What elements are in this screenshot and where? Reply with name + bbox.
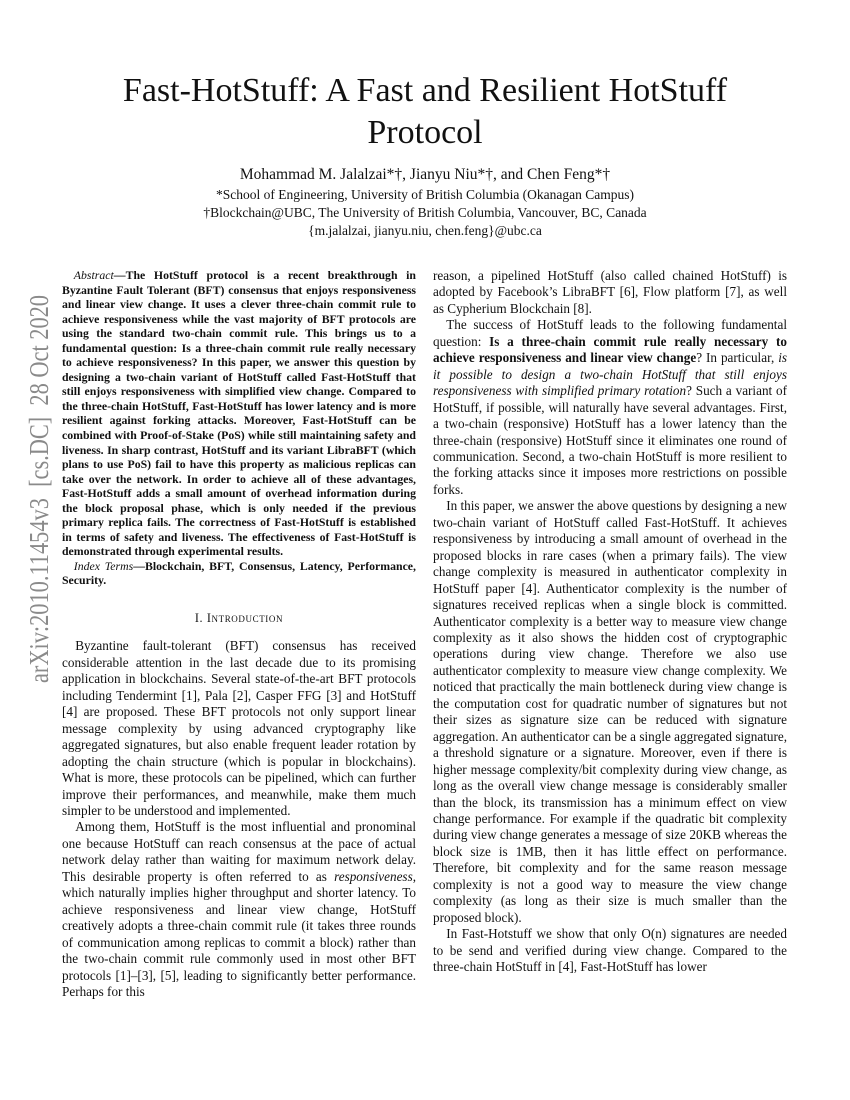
affiliation-2: †Blockchain@UBC, The University of British Columbia, Vancouver, BC, Canada (203, 205, 647, 220)
intro-paragraph-4 (433, 317, 787, 498)
abstract (62, 268, 416, 559)
affiliation-1: *School of Engineering, University of British Columbia (Okanagan Campus) (215, 187, 635, 202)
right-column (433, 268, 787, 975)
intro-p4-emphasis: is it possible to design a two-chain HotStuff that still enjoys responsiveness with simplified primary rotation (433, 350, 787, 399)
author-list: Mohammad M. Jalalzai*†, Jianyu Niu*†, and Chen Feng*† (239, 166, 611, 183)
intro-paragraph-6: In Fast-Hotstuff we show that only O(n) signatures are needed to be send and verified during view change. Compared to the three-chain HotStuff in [4], Fast-HotStuff has lower (433, 926, 787, 975)
index-terms (62, 559, 416, 588)
abstract-text: —The HotStuff protocol is a recent breakthrough in Byzantine Fault Tolerant (BFT) consensus that enjoys responsiveness and linear view change. It uses a clever three-chain commit rule to achieve responsiveness while the vast majority of BFT protocols are using the standard two-chain commit rule. This brings us to a fundamental question: Is a three-chain commit rule really necessary to achieve responsiveness? In this paper, we answer this question by designing a two-chain variant of HotStuff called Fast-HotStuff that still enjoys responsiveness with simplified view change. Compared to the three-chain HotStuff, Fast-HotStuff has lower latency and is more resilient against forking attacks. Moreover, Fast-HotStuff can be combined with Proof-of-Stake (PoS) while still maintaining safety and liveness. In sharp contrast, HotStuff and its variant LibraBFT (which plans to use PoS) fail to have this property as malicious replicas can take over the network. In order to achieve all of these advantages, Fast-HotStuff adds a small amount of overhead information during the block proposal phase, which is only needed if the previous primary replica fails. The correctness of Fast-HotStuff is established in terms of safety and liveness. The effectiveness of Fast-HotStuff is demonstrated through experimental results. (62, 268, 416, 559)
index-terms-label: Index Terms (73, 558, 134, 573)
intro-p2-emphasis: responsiveness (334, 868, 413, 884)
author-emails: {m.jalalzai, jianyu.niu, chen.feng}@ubc.ca (308, 223, 542, 238)
arxiv-stamp-svg (6, 295, 66, 685)
intro-p2-text-a: Among them, HotStuff is the most influential and pronominal one because HotStuff can reach consensus at the pace of actual network delay rather than waiting for maximum network delay. This desirable property is often referred to as (62, 819, 416, 884)
intro-p4-text-a: The success of HotStuff leads to the following fundamental question: (433, 317, 787, 349)
intro-p2-text-b: , which naturally implies higher throughput and shorter latency. To achieve responsiveness and linear view change, HotStuff creatively adopts a three-chain commit rule (it takes three rounds of communication among replicas to commit a block) rather than the two-chain commit rule commonly used in most other BFT protocols [1]–[3], [5], leading to significantly better performance. Perhaps for this (62, 868, 416, 999)
abstract-label: Abstract (73, 268, 114, 282)
intro-p4-text-c: ? Such a variant of HotStuff, if possible, will naturally have several advantages. First, a two-chain (responsive) HotStuff has a lower latency than the three-chain (responsive) HotStuff since it eliminates one round of communication. Second, a two-chain HotStuff is more resilient to the forking attacks since it imposes more restrictions on possible forks. (433, 383, 788, 497)
section-heading-introduction: I. Introduction (194, 611, 284, 626)
intro-p4-text-b: ? In particular, (696, 350, 779, 366)
intro-paragraph-3: reason, a pipelined HotStuff (also called chained HotStuff) is adopted by Facebook’s LibraBFT [6], Flow platform [7], as well as Cypherium Blockchain [8]. (433, 268, 787, 316)
paper-title: Fast-HotStuff: A Fast and Resilient HotStuff Protocol (122, 72, 728, 151)
arxiv-side-stamp (6, 295, 66, 685)
intro-p4-bold-question: Is a three-chain commit rule really necessary to achieve responsiveness and linear view change (433, 333, 788, 366)
arxiv-identifier: arXiv:2010.11454v3 [cs.DC] 28 Oct 2020 (23, 295, 54, 683)
index-terms-text: —Blockchain, BFT, Consensus, Latency, Performance, Security. (62, 558, 416, 588)
intro-paragraph-2 (62, 819, 416, 1000)
intro-paragraph-5: In this paper, we answer the above questions by designing a new two-chain variant of HotStuff called Fast-HotStuff. It achieves responsiveness by introducing a small amount of overhead in the proposed blocks in rare cases (when a primary fails). The view change complexity is measured in authenticator complexity in HotStuff paper [4]. Authenticator complexity is the number of signatures received replicas when a single block is committed. Authenticator complexity is a better way to measure view change complexity as it also shows the hidden cost of cryptographic operations during view change. Therefore we also use authenticator complexity to measure view change complexity. We noticed that practically the main bottleneck during view change is the computation cost for quadratic number of signatures but not their sizes as signature size can be reduced with signature aggregation. An authenticator can be a single aggregated signature, a threshold signature or a signature. Moreover, even if there is higher message complexity/bit complexity during view change, as long as the overall view change message is considerably smaller than the block, its transmission has a minimum effect on view change performance. For example if the quadratic bit complexity during view change generates a message of size 20KB whereas the block size is 1MB, then it has little effect on performance. Therefore, bit complexity and for the same reason message complexity is not a good way to measure the view change complexity (as long as their size is much smaller than the proposed block). (433, 498, 787, 925)
intro-paragraph-1: Byzantine fault-tolerant (BFT) consensus has received considerable attention in the last decade due to its promising application in blockchains. Several state-of-the-art BFT protocols including Tendermint [1], Pala [2], Casper FFG [3] and HotStuff [4] are proposed. These BFT protocols not only support linear message complexity by using advanced cryptography like aggregated signatures, but also enable frequent leader rotation by adopting the chain structure (which is popular in blockchains). What is more, these protocols can be pipelined, which can further improve their performances, and meanwhile, make them much simpler to be understood and implemented. (62, 638, 416, 819)
left-column (62, 268, 416, 1000)
